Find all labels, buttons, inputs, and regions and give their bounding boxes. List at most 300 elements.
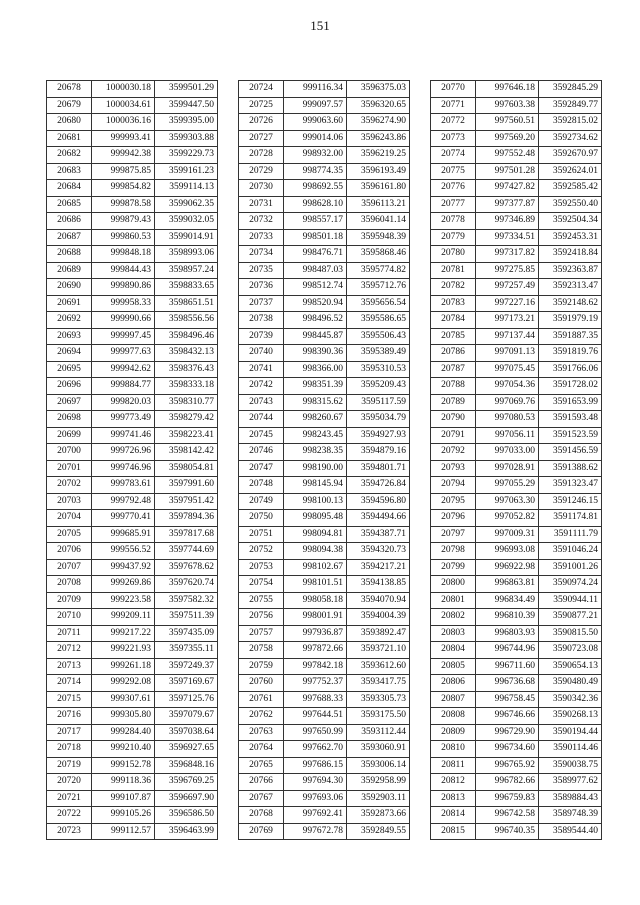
table-row xyxy=(431,493,602,510)
y-coordinate-cell: 3591456.59 xyxy=(539,444,602,461)
table-row xyxy=(431,757,602,774)
table-row xyxy=(47,196,218,213)
point-id-cell: 20732 xyxy=(239,213,284,230)
point-id-cell: 20679 xyxy=(47,97,92,114)
x-coordinate-cell: 999884.77 xyxy=(92,378,155,395)
x-coordinate-cell: 999773.49 xyxy=(92,411,155,428)
point-id-cell: 20713 xyxy=(47,658,92,675)
table-row xyxy=(239,147,410,164)
table-row xyxy=(431,724,602,741)
x-coordinate-cell: 997560.51 xyxy=(476,114,539,131)
point-id-cell: 20703 xyxy=(47,493,92,510)
table-row xyxy=(47,295,218,312)
x-coordinate-cell: 997603.38 xyxy=(476,97,539,114)
table-row xyxy=(431,196,602,213)
table-row xyxy=(47,262,218,279)
table-row xyxy=(431,543,602,560)
table-row xyxy=(47,592,218,609)
table-row xyxy=(239,427,410,444)
table-row xyxy=(239,97,410,114)
point-id-cell: 20768 xyxy=(239,807,284,824)
y-coordinate-cell: 3596193.49 xyxy=(347,163,410,180)
table-row xyxy=(47,625,218,642)
x-coordinate-cell: 999958.33 xyxy=(92,295,155,312)
table-row xyxy=(47,510,218,527)
table-row xyxy=(239,658,410,675)
y-coordinate-cell: 3592624.01 xyxy=(539,163,602,180)
table-row xyxy=(431,609,602,626)
x-coordinate-cell: 998496.52 xyxy=(284,312,347,329)
x-coordinate-cell: 998094.81 xyxy=(284,526,347,543)
x-coordinate-cell: 1000030.18 xyxy=(92,81,155,98)
x-coordinate-cell: 999556.52 xyxy=(92,543,155,560)
y-coordinate-cell: 3595506.43 xyxy=(347,328,410,345)
point-id-cell: 20714 xyxy=(47,675,92,692)
y-coordinate-cell: 3597079.67 xyxy=(155,708,218,725)
point-id-cell: 20754 xyxy=(239,576,284,593)
point-id-cell: 20807 xyxy=(431,691,476,708)
x-coordinate-cell: 999977.63 xyxy=(92,345,155,362)
table-row xyxy=(431,559,602,576)
y-coordinate-cell: 3594138.85 xyxy=(347,576,410,593)
table-row xyxy=(431,625,602,642)
point-id-cell: 20716 xyxy=(47,708,92,725)
y-coordinate-cell: 3592363.87 xyxy=(539,262,602,279)
y-coordinate-cell: 3598957.24 xyxy=(155,262,218,279)
point-id-cell: 20790 xyxy=(431,411,476,428)
y-coordinate-cell: 3590974.24 xyxy=(539,576,602,593)
x-coordinate-cell: 996810.39 xyxy=(476,609,539,626)
x-coordinate-cell: 997672.78 xyxy=(284,823,347,840)
y-coordinate-cell: 3599501.29 xyxy=(155,81,218,98)
x-coordinate-cell: 999437.92 xyxy=(92,559,155,576)
x-coordinate-cell: 998351.39 xyxy=(284,378,347,395)
point-id-cell: 20723 xyxy=(47,823,92,840)
point-id-cell: 20789 xyxy=(431,394,476,411)
y-coordinate-cell: 3593305.73 xyxy=(347,691,410,708)
table-row xyxy=(239,411,410,428)
table-row xyxy=(47,163,218,180)
x-coordinate-cell: 999014.06 xyxy=(284,130,347,147)
y-coordinate-cell: 3595034.79 xyxy=(347,411,410,428)
table-row xyxy=(239,279,410,296)
table-row xyxy=(431,675,602,692)
y-coordinate-cell: 3591111.79 xyxy=(539,526,602,543)
point-id-cell: 20699 xyxy=(47,427,92,444)
point-id-cell: 20747 xyxy=(239,460,284,477)
y-coordinate-cell: 3596161.80 xyxy=(347,180,410,197)
table-row xyxy=(239,543,410,560)
y-coordinate-cell: 3596769.25 xyxy=(155,774,218,791)
x-coordinate-cell: 999942.62 xyxy=(92,361,155,378)
table-row xyxy=(47,741,218,758)
point-id-cell: 20779 xyxy=(431,229,476,246)
table-row xyxy=(239,361,410,378)
point-id-cell: 20762 xyxy=(239,708,284,725)
x-coordinate-cell: 999223.58 xyxy=(92,592,155,609)
table-row xyxy=(431,592,602,609)
y-coordinate-cell: 3593006.14 xyxy=(347,757,410,774)
point-id-cell: 20759 xyxy=(239,658,284,675)
y-coordinate-cell: 3594726.84 xyxy=(347,477,410,494)
y-coordinate-cell: 3592504.34 xyxy=(539,213,602,230)
point-id-cell: 20717 xyxy=(47,724,92,741)
table-row xyxy=(239,510,410,527)
table-row xyxy=(239,559,410,576)
x-coordinate-cell: 997028.91 xyxy=(476,460,539,477)
x-coordinate-cell: 998095.48 xyxy=(284,510,347,527)
y-coordinate-cell: 3591819.76 xyxy=(539,345,602,362)
point-id-cell: 20707 xyxy=(47,559,92,576)
table-row xyxy=(431,411,602,428)
y-coordinate-cell: 3599229.73 xyxy=(155,147,218,164)
y-coordinate-cell: 3592734.62 xyxy=(539,130,602,147)
table-row xyxy=(431,312,602,329)
x-coordinate-cell: 998190.00 xyxy=(284,460,347,477)
table-row xyxy=(239,823,410,840)
table-row xyxy=(239,757,410,774)
y-coordinate-cell: 3598333.18 xyxy=(155,378,218,395)
x-coordinate-cell: 999292.08 xyxy=(92,675,155,692)
x-coordinate-cell: 999063.60 xyxy=(284,114,347,131)
point-id-cell: 20734 xyxy=(239,246,284,263)
y-coordinate-cell: 3592845.29 xyxy=(539,81,602,98)
table-row xyxy=(47,394,218,411)
table-row xyxy=(47,460,218,477)
y-coordinate-cell: 3591323.47 xyxy=(539,477,602,494)
x-coordinate-cell: 997427.82 xyxy=(476,180,539,197)
table-row xyxy=(47,691,218,708)
y-coordinate-cell: 3599062.35 xyxy=(155,196,218,213)
y-coordinate-cell: 3594070.94 xyxy=(347,592,410,609)
x-coordinate-cell: 998243.45 xyxy=(284,427,347,444)
table-row xyxy=(47,180,218,197)
x-coordinate-cell: 997936.87 xyxy=(284,625,347,642)
point-id-cell: 20709 xyxy=(47,592,92,609)
x-coordinate-cell: 998100.13 xyxy=(284,493,347,510)
point-id-cell: 20702 xyxy=(47,477,92,494)
x-coordinate-cell: 997693.06 xyxy=(284,790,347,807)
table-row xyxy=(431,180,602,197)
table-row xyxy=(47,675,218,692)
x-coordinate-cell: 996711.60 xyxy=(476,658,539,675)
point-id-cell: 20721 xyxy=(47,790,92,807)
y-coordinate-cell: 3591887.35 xyxy=(539,328,602,345)
table-row xyxy=(239,774,410,791)
point-id-cell: 20730 xyxy=(239,180,284,197)
y-coordinate-cell: 3591246.15 xyxy=(539,493,602,510)
x-coordinate-cell: 996734.60 xyxy=(476,741,539,758)
y-coordinate-cell: 3596113.21 xyxy=(347,196,410,213)
x-coordinate-cell: 997694.30 xyxy=(284,774,347,791)
table-row xyxy=(431,394,602,411)
point-id-cell: 20798 xyxy=(431,543,476,560)
x-coordinate-cell: 997569.20 xyxy=(476,130,539,147)
table-row xyxy=(47,328,218,345)
x-coordinate-cell: 999107.87 xyxy=(92,790,155,807)
point-id-cell: 20812 xyxy=(431,774,476,791)
y-coordinate-cell: 3591653.99 xyxy=(539,394,602,411)
y-coordinate-cell: 3594801.71 xyxy=(347,460,410,477)
table-row xyxy=(431,262,602,279)
y-coordinate-cell: 3590944.11 xyxy=(539,592,602,609)
table-row xyxy=(431,444,602,461)
y-coordinate-cell: 3597991.60 xyxy=(155,477,218,494)
x-coordinate-cell: 998774.35 xyxy=(284,163,347,180)
point-id-cell: 20776 xyxy=(431,180,476,197)
table-row xyxy=(239,444,410,461)
table-row xyxy=(47,246,218,263)
y-coordinate-cell: 3595774.82 xyxy=(347,262,410,279)
y-coordinate-cell: 3592958.99 xyxy=(347,774,410,791)
point-id-cell: 20788 xyxy=(431,378,476,395)
point-id-cell: 20738 xyxy=(239,312,284,329)
coordinate-table-1 xyxy=(46,80,218,840)
x-coordinate-cell: 998238.35 xyxy=(284,444,347,461)
point-id-cell: 20800 xyxy=(431,576,476,593)
point-id-cell: 20795 xyxy=(431,493,476,510)
x-coordinate-cell: 999221.93 xyxy=(92,642,155,659)
y-coordinate-cell: 3596927.65 xyxy=(155,741,218,758)
x-coordinate-cell: 997056.11 xyxy=(476,427,539,444)
x-coordinate-cell: 999097.57 xyxy=(284,97,347,114)
x-coordinate-cell: 999990.66 xyxy=(92,312,155,329)
x-coordinate-cell: 996758.45 xyxy=(476,691,539,708)
x-coordinate-cell: 998445.87 xyxy=(284,328,347,345)
table-row xyxy=(431,823,602,840)
x-coordinate-cell: 998001.91 xyxy=(284,609,347,626)
point-id-cell: 20769 xyxy=(239,823,284,840)
table-row xyxy=(239,477,410,494)
y-coordinate-cell: 3598496.46 xyxy=(155,328,218,345)
point-id-cell: 20767 xyxy=(239,790,284,807)
point-id-cell: 20757 xyxy=(239,625,284,642)
point-id-cell: 20792 xyxy=(431,444,476,461)
x-coordinate-cell: 997686.15 xyxy=(284,757,347,774)
x-coordinate-cell: 998101.51 xyxy=(284,576,347,593)
x-coordinate-cell: 999997.45 xyxy=(92,328,155,345)
table-row xyxy=(431,114,602,131)
x-coordinate-cell: 999269.86 xyxy=(92,576,155,593)
y-coordinate-cell: 3592313.47 xyxy=(539,279,602,296)
table-row xyxy=(431,477,602,494)
x-coordinate-cell: 997377.87 xyxy=(476,196,539,213)
table-row xyxy=(47,708,218,725)
point-id-cell: 20704 xyxy=(47,510,92,527)
y-coordinate-cell: 3596320.65 xyxy=(347,97,410,114)
point-id-cell: 20715 xyxy=(47,691,92,708)
y-coordinate-cell: 3595310.53 xyxy=(347,361,410,378)
table-row xyxy=(239,295,410,312)
x-coordinate-cell: 998476.71 xyxy=(284,246,347,263)
point-id-cell: 20748 xyxy=(239,477,284,494)
table-row xyxy=(239,708,410,725)
point-id-cell: 20782 xyxy=(431,279,476,296)
point-id-cell: 20751 xyxy=(239,526,284,543)
x-coordinate-cell: 999685.91 xyxy=(92,526,155,543)
y-coordinate-cell: 3595586.65 xyxy=(347,312,410,329)
point-id-cell: 20758 xyxy=(239,642,284,659)
y-coordinate-cell: 3599447.50 xyxy=(155,97,218,114)
table-row xyxy=(47,493,218,510)
point-id-cell: 20801 xyxy=(431,592,476,609)
table-row xyxy=(431,658,602,675)
x-coordinate-cell: 999116.34 xyxy=(284,81,347,98)
table-row xyxy=(239,807,410,824)
point-id-cell: 20814 xyxy=(431,807,476,824)
point-id-cell: 20737 xyxy=(239,295,284,312)
y-coordinate-cell: 3596848.16 xyxy=(155,757,218,774)
x-coordinate-cell: 997075.45 xyxy=(476,361,539,378)
x-coordinate-cell: 999741.46 xyxy=(92,427,155,444)
table-row xyxy=(239,675,410,692)
y-coordinate-cell: 3598556.56 xyxy=(155,312,218,329)
point-id-cell: 20808 xyxy=(431,708,476,725)
y-coordinate-cell: 3599161.23 xyxy=(155,163,218,180)
y-coordinate-cell: 3591046.24 xyxy=(539,543,602,560)
point-id-cell: 20783 xyxy=(431,295,476,312)
y-coordinate-cell: 3598054.81 xyxy=(155,460,218,477)
x-coordinate-cell: 999152.78 xyxy=(92,757,155,774)
y-coordinate-cell: 3592453.31 xyxy=(539,229,602,246)
x-coordinate-cell: 997752.37 xyxy=(284,675,347,692)
point-id-cell: 20786 xyxy=(431,345,476,362)
point-id-cell: 20683 xyxy=(47,163,92,180)
point-id-cell: 20746 xyxy=(239,444,284,461)
point-id-cell: 20681 xyxy=(47,130,92,147)
y-coordinate-cell: 3598833.65 xyxy=(155,279,218,296)
point-id-cell: 20803 xyxy=(431,625,476,642)
x-coordinate-cell: 998512.74 xyxy=(284,279,347,296)
point-id-cell: 20771 xyxy=(431,97,476,114)
y-coordinate-cell: 3596697.90 xyxy=(155,790,218,807)
y-coordinate-cell: 3596219.25 xyxy=(347,147,410,164)
x-coordinate-cell: 999284.40 xyxy=(92,724,155,741)
x-coordinate-cell: 997091.13 xyxy=(476,345,539,362)
y-coordinate-cell: 3599303.88 xyxy=(155,130,218,147)
y-coordinate-cell: 3591523.59 xyxy=(539,427,602,444)
point-id-cell: 20712 xyxy=(47,642,92,659)
point-id-cell: 20690 xyxy=(47,279,92,296)
y-coordinate-cell: 3597355.11 xyxy=(155,642,218,659)
table-row xyxy=(47,823,218,840)
point-id-cell: 20745 xyxy=(239,427,284,444)
y-coordinate-cell: 3599114.13 xyxy=(155,180,218,197)
table-row xyxy=(239,328,410,345)
x-coordinate-cell: 997688.33 xyxy=(284,691,347,708)
point-id-cell: 20718 xyxy=(47,741,92,758)
x-coordinate-cell: 997063.30 xyxy=(476,493,539,510)
point-id-cell: 20766 xyxy=(239,774,284,791)
x-coordinate-cell: 999726.96 xyxy=(92,444,155,461)
y-coordinate-cell: 3599014.91 xyxy=(155,229,218,246)
x-coordinate-cell: 999860.53 xyxy=(92,229,155,246)
point-id-cell: 20729 xyxy=(239,163,284,180)
table-row xyxy=(47,609,218,626)
x-coordinate-cell: 996993.08 xyxy=(476,543,539,560)
y-coordinate-cell: 3592873.66 xyxy=(347,807,410,824)
y-coordinate-cell: 3598993.06 xyxy=(155,246,218,263)
table-row xyxy=(431,97,602,114)
y-coordinate-cell: 3590038.75 xyxy=(539,757,602,774)
table-row xyxy=(239,394,410,411)
point-id-cell: 20695 xyxy=(47,361,92,378)
point-id-cell: 20815 xyxy=(431,823,476,840)
point-id-cell: 20724 xyxy=(239,81,284,98)
table-row xyxy=(239,163,410,180)
point-id-cell: 20741 xyxy=(239,361,284,378)
y-coordinate-cell: 3589977.62 xyxy=(539,774,602,791)
x-coordinate-cell: 998058.18 xyxy=(284,592,347,609)
y-coordinate-cell: 3597511.39 xyxy=(155,609,218,626)
x-coordinate-cell: 999942.38 xyxy=(92,147,155,164)
point-id-cell: 20722 xyxy=(47,807,92,824)
point-id-cell: 20772 xyxy=(431,114,476,131)
y-coordinate-cell: 3591979.19 xyxy=(539,312,602,329)
table-row xyxy=(47,411,218,428)
y-coordinate-cell: 3594494.66 xyxy=(347,510,410,527)
point-id-cell: 20733 xyxy=(239,229,284,246)
x-coordinate-cell: 998628.10 xyxy=(284,196,347,213)
y-coordinate-cell: 3597951.42 xyxy=(155,493,218,510)
point-id-cell: 20806 xyxy=(431,675,476,692)
point-id-cell: 20727 xyxy=(239,130,284,147)
y-coordinate-cell: 3592849.55 xyxy=(347,823,410,840)
x-coordinate-cell: 999879.43 xyxy=(92,213,155,230)
table-row xyxy=(431,708,602,725)
x-coordinate-cell: 997069.76 xyxy=(476,394,539,411)
x-coordinate-cell: 997346.89 xyxy=(476,213,539,230)
y-coordinate-cell: 3592903.11 xyxy=(347,790,410,807)
table-row xyxy=(239,246,410,263)
y-coordinate-cell: 3593417.75 xyxy=(347,675,410,692)
y-coordinate-cell: 3595117.59 xyxy=(347,394,410,411)
x-coordinate-cell: 999209.11 xyxy=(92,609,155,626)
table-row xyxy=(239,625,410,642)
y-coordinate-cell: 3595389.49 xyxy=(347,345,410,362)
x-coordinate-cell: 999848.18 xyxy=(92,246,155,263)
point-id-cell: 20774 xyxy=(431,147,476,164)
y-coordinate-cell: 3589748.39 xyxy=(539,807,602,824)
y-coordinate-cell: 3591174.81 xyxy=(539,510,602,527)
x-coordinate-cell: 1000036.16 xyxy=(92,114,155,131)
y-coordinate-cell: 3590654.13 xyxy=(539,658,602,675)
y-coordinate-cell: 3593892.47 xyxy=(347,625,410,642)
x-coordinate-cell: 998692.55 xyxy=(284,180,347,197)
table-row xyxy=(239,81,410,98)
x-coordinate-cell: 997227.16 xyxy=(476,295,539,312)
table-row xyxy=(239,493,410,510)
table-row xyxy=(47,97,218,114)
table-row xyxy=(239,642,410,659)
x-coordinate-cell: 997137.44 xyxy=(476,328,539,345)
y-coordinate-cell: 3592550.40 xyxy=(539,196,602,213)
y-coordinate-cell: 3594927.93 xyxy=(347,427,410,444)
x-coordinate-cell: 999993.41 xyxy=(92,130,155,147)
point-id-cell: 20692 xyxy=(47,312,92,329)
y-coordinate-cell: 3597678.62 xyxy=(155,559,218,576)
table-row xyxy=(47,807,218,824)
x-coordinate-cell: 996803.93 xyxy=(476,625,539,642)
y-coordinate-cell: 3597435.09 xyxy=(155,625,218,642)
coordinate-table-2 xyxy=(238,80,410,840)
point-id-cell: 20770 xyxy=(431,81,476,98)
x-coordinate-cell: 999878.58 xyxy=(92,196,155,213)
x-coordinate-cell: 999118.36 xyxy=(92,774,155,791)
point-id-cell: 20778 xyxy=(431,213,476,230)
x-coordinate-cell: 997842.18 xyxy=(284,658,347,675)
point-id-cell: 20785 xyxy=(431,328,476,345)
